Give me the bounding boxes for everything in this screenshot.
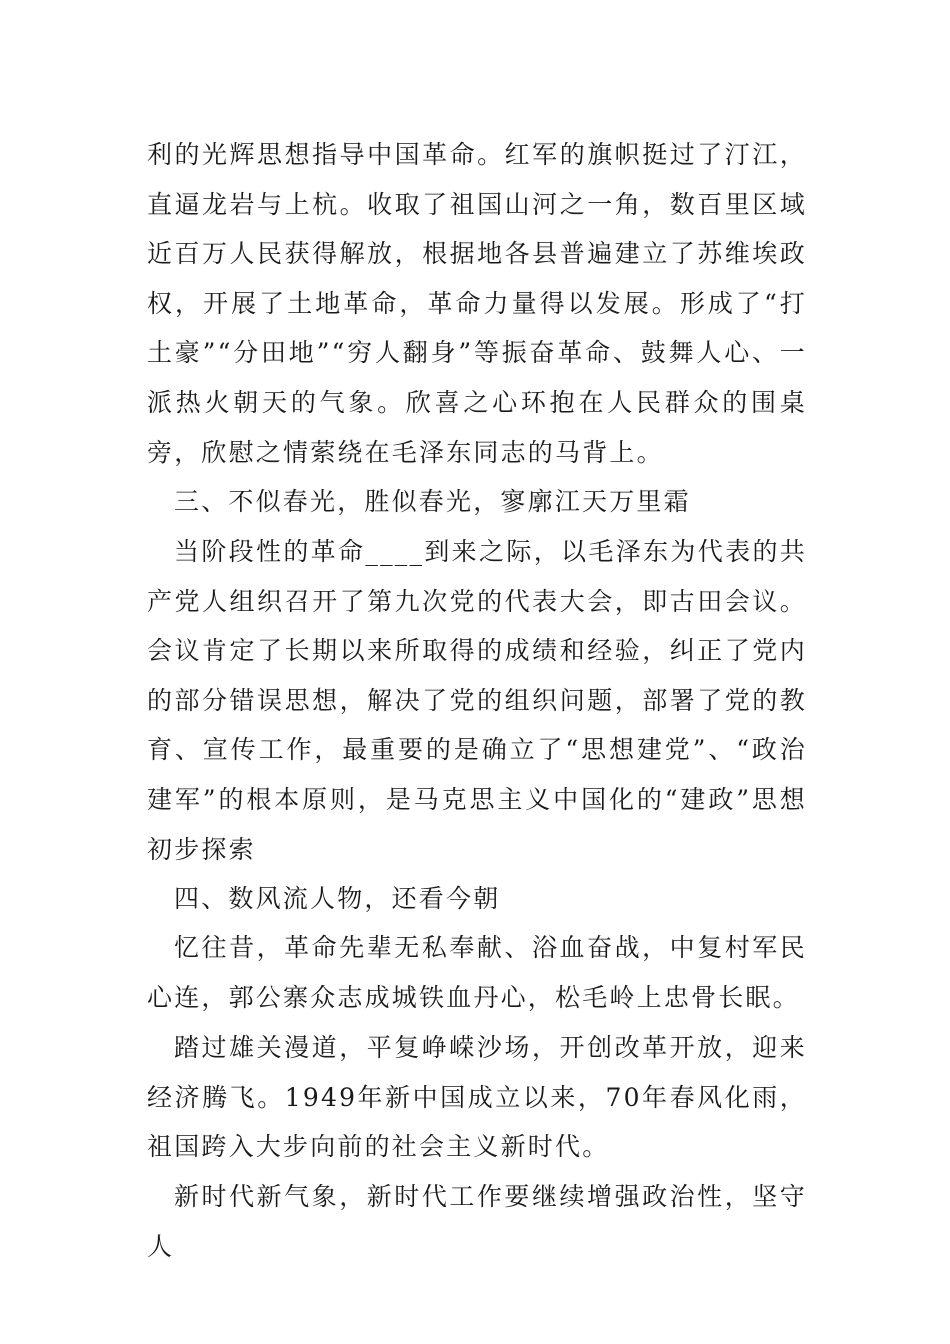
paragraph-new-china: 踏过雄关漫道，平复峥嵘沙场，开创改革开放，迎来经济腾飞。1949年新中国成立以来，70年春风化雨，祖国跨入大步向前的社会主义新时代。 bbox=[147, 1033, 807, 1162]
paragraph-recall-past: 忆往昔，革命先辈无私奉献、浴血奋战，中复村军民心连，郭公寨众志成城铁血丹心，松毛岭上忠骨长眠。 bbox=[147, 933, 807, 1012]
section-heading-four: 四、数风流人物，还看今朝 bbox=[174, 884, 501, 913]
section-heading-three: 三、不似春光，胜似春光，寥廓江天万里霜 bbox=[174, 487, 691, 516]
paragraph-red-army: 利的光辉思想指导中国革命。红军的旗帜挺过了汀江，直逼龙岩与上杭。收取了祖国山河之一角，数百里区域近百万人民获得解放，根据地各县普遍建立了苏维埃政权，开展了土地革命，革命力量得以发展。形成了“打土豪”“分田地”“穷人翻身”等振奋革命、鼓舞人心、一派热火朝天的气象。欣喜之心环抱在人民群众的围桌旁，欣慰之情萦绕在毛泽东同志的马背上。 bbox=[147, 140, 807, 467]
paragraph-gutian-meeting: 当阶段性的革命____到来之际，以毛泽东为代表的共产党人组织召开了第九次党的代表大会，即古田会议。会议肯定了长期以来所取得的成绩和经验，纠正了党内的部分错误思想，解决了党的组织问题，部署了党的教育、宣传工作，最重要的是确立了“思想建党”、“政治建军”的根本原则，是马克思主义中国化的“建政”思想初步探索 bbox=[147, 537, 807, 864]
paragraph-new-era: 新时代新气象，新时代工作要继续增强政治性，坚守人 bbox=[147, 1182, 807, 1261]
